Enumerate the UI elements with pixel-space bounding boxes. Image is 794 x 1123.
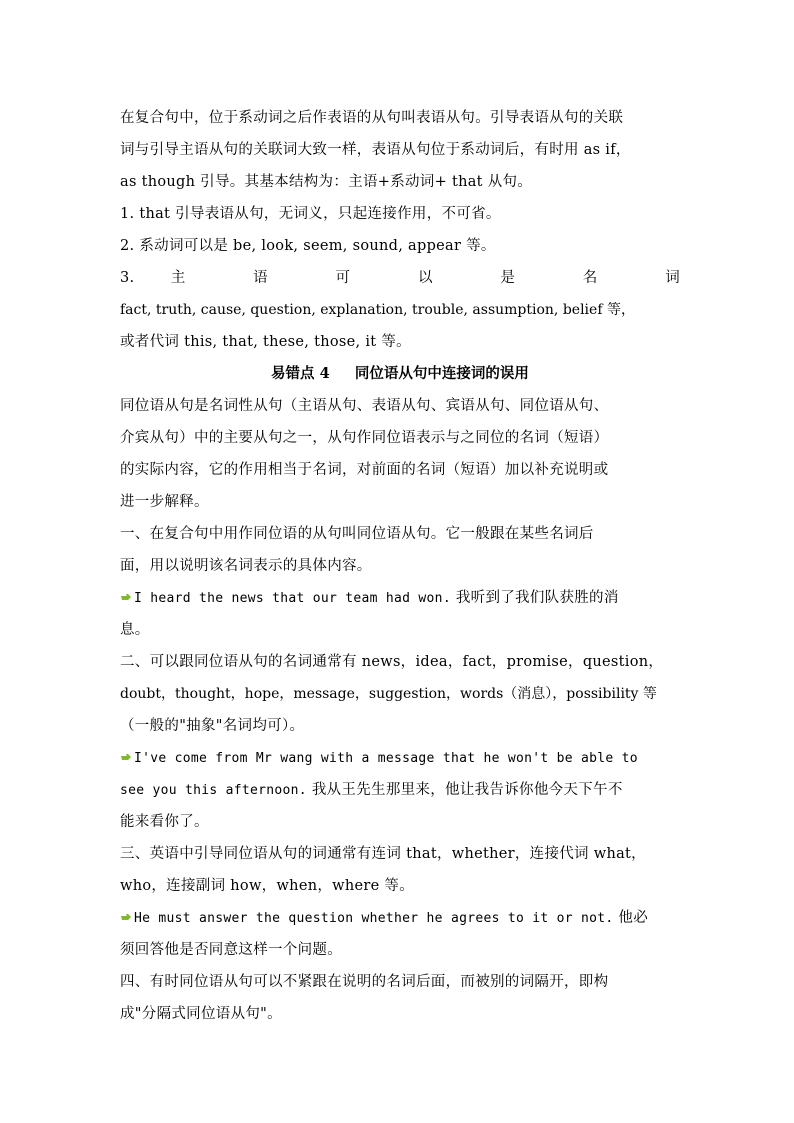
example-sentence: 能来看你了。 (120, 814, 209, 830)
example-english: I've come from Mr wang with a message that he won't be able to (134, 751, 638, 766)
paragraph-line: 介宾从句）中的主要从句之一，从句作同位语表示与之同位的名词（短语） (120, 430, 609, 446)
paragraph-line: 的实际内容，它的作用相当于名词，对前面的名词（短语）加以补充说明或 (120, 462, 609, 478)
paragraph-line: 进一步解释。 (120, 494, 209, 510)
example-english: He must answer the question whether he agrees to it or not. (134, 911, 614, 926)
list-item: 2. 系动词可以是 be, look, seem, sound, appear 等。 (120, 238, 496, 254)
paragraph-line: 一、在复合句中用作同位语的从句叫同位语从句。它一般跟在某些名词后 (120, 526, 594, 542)
list-item: 1. that 引导表语从句，无词义，只起连接作用，不可省。 (120, 206, 501, 222)
paragraph-line: 词与引导主语从句的关联词大致一样，表语从句位于系动词后，有时用 as if， (120, 142, 631, 158)
pointing-hand-icon (120, 591, 132, 603)
example-chinese: 我听到了我们队获胜的消 (450, 590, 619, 606)
example-sentence: 息。 (120, 622, 150, 638)
paragraph-line: 面，用以说明该名词表示的具体内容。 (120, 558, 372, 574)
example-english: I heard the news that our team had won. (134, 591, 451, 606)
example-sentence (120, 588, 680, 609)
paragraph-line: （一般的"抽象"名词均可）。 (120, 718, 305, 734)
paragraph-line: as though 引导。其基本结构为：主语+系动词+ that 从句。 (120, 174, 533, 190)
example-sentence (120, 748, 680, 769)
paragraph-line: doubt，thought，hope，message，suggestion，words（消息），possibility 等 (120, 686, 657, 702)
example-chinese: 他必 (613, 910, 648, 926)
example-chinese: 我从王先生那里来，他让我告诉你他今天下午不 (306, 782, 623, 798)
paragraph-line: 二、可以跟同位语从句的名词通常有 news，idea，fact，promise，question， (120, 654, 664, 670)
example-sentence: 须回答他是否同意这样一个问题。 (120, 942, 342, 958)
pointing-hand-icon (120, 751, 132, 763)
paragraph-line: 三、英语中引导同位语从句的词通常有连词 that，whether，连接代词 what， (120, 846, 646, 862)
paragraph-line: 在复合句中，位于系动词之后作表语的从句叫表语从句。引导表语从句的关联 (120, 110, 624, 126)
paragraph-line: 同位语从句是名词性从句（主语从句、表语从句、宾语从句、同位语从句、 (120, 398, 609, 414)
example-sentence (120, 780, 680, 801)
list-item: 3. 主 语 可 以 是 名 词 (120, 270, 680, 286)
section-heading: 易错点 4 同位语从句中连接词的误用 (271, 365, 529, 382)
paragraph-line: 四、有时同位语从句可以不紧跟在说明的名词后面，而被别的词隔开，即构 (120, 974, 609, 990)
list-item: 或者代词 this, that, these, those, it 等。 (120, 334, 411, 350)
paragraph-line: 成"分隔式同位语从句"。 (120, 1006, 282, 1022)
example-sentence (120, 908, 680, 929)
paragraph-line: who，连接副词 how，when，where 等。 (120, 878, 414, 894)
example-english: see you this afternoon. (120, 783, 307, 798)
list-item: fact, truth, cause, question, explanation, trouble, assumption, belief 等， (120, 302, 635, 318)
pointing-hand-icon (120, 911, 132, 923)
